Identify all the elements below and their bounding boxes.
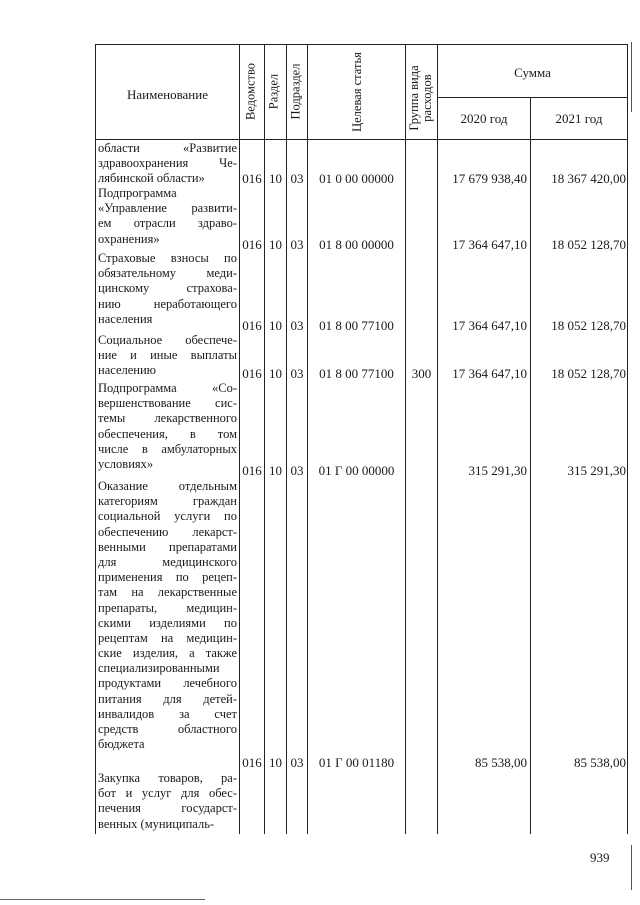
summa-divider <box>437 97 628 98</box>
cell-celevaya: 01 8 00 77100 <box>319 366 394 381</box>
cell-sum-2021: 315 291,30 <box>567 463 626 478</box>
cell-ved: 016 <box>242 463 262 478</box>
header-razdel: Раздел <box>266 73 281 110</box>
cell-razdel: 10 <box>269 366 282 381</box>
col-divider-razdel <box>286 44 287 834</box>
col-divider-podrazdel <box>307 44 308 834</box>
col-divider-gruppa <box>437 44 438 834</box>
cell-sum-2021: 18 052 128,70 <box>551 237 626 252</box>
table-row-name: области «Развитие здравоохранения Че- лябинской области» <box>98 141 237 186</box>
cell-sum-2021: 85 538,00 <box>574 755 626 770</box>
header-name: Наименование <box>127 87 208 102</box>
cell-sum-2020: 85 538,00 <box>475 755 527 770</box>
cell-razdel: 10 <box>269 171 282 186</box>
cell-ved: 016 <box>242 366 262 381</box>
cell-ved: 016 <box>242 237 262 252</box>
cell-celevaya: 01 Г 00 01180 <box>318 755 395 770</box>
cell-podrazdel: 03 <box>290 318 304 333</box>
cell-sum-2020: 17 364 647,10 <box>452 237 527 252</box>
page-number: 939 <box>590 850 610 865</box>
table-left-border <box>95 44 96 834</box>
cell-podrazdel: 03 <box>290 366 304 381</box>
header-celevaya: Целевая статья <box>350 52 364 132</box>
cell-gruppa: 300 <box>411 366 432 381</box>
cell-sum-2020: 17 364 647,10 <box>452 318 527 333</box>
cell-razdel: 10 <box>269 318 282 333</box>
cell-razdel: 10 <box>269 237 282 252</box>
col-divider-celevaya <box>405 44 406 834</box>
cell-celevaya: 01 8 00 77100 <box>319 318 394 333</box>
cell-razdel: 10 <box>269 463 282 478</box>
table-row-name: Страховые взносы по обязательному меди- цинскому страхова- нию неработающего населения <box>98 251 237 326</box>
table-top-border <box>95 44 628 45</box>
cell-sum-2020: 17 364 647,10 <box>452 366 527 381</box>
cell-sum-2020: 315 291,30 <box>468 463 527 478</box>
header-summa: Сумма <box>514 65 551 80</box>
cell-ved: 016 <box>242 755 262 770</box>
table-row-name: Оказание отдельным категориям граждан социальной услуги по обеспечению лекарст- венными препаратами для медицинского применения по рецеп- там на лекарственные препараты, медицин- скими изделиями по рецептам на медицин- ские изделия, а также специализированными продуктами лечебного питания для детей- инвалидов за счет средств областного бюджета <box>98 479 237 752</box>
header-vedomstvo: Ведомство <box>243 62 258 121</box>
cell-sum-2021: 18 052 128,70 <box>551 318 626 333</box>
cell-celevaya: 01 Г 00 00000 <box>318 463 395 478</box>
margin-mark-top <box>631 42 632 112</box>
col-divider-name <box>239 44 240 834</box>
cell-podrazdel: 03 <box>290 463 304 478</box>
header-gruppa: Группа вида расходов <box>407 65 434 131</box>
cell-sum-2021: 18 052 128,70 <box>551 366 626 381</box>
col-divider-ved <box>264 44 265 834</box>
cell-sum-2021: 18 367 420,00 <box>551 171 626 186</box>
table-right-border <box>627 44 628 834</box>
footnote-rule <box>0 899 205 900</box>
cell-sum-2020: 17 679 938,40 <box>452 171 527 186</box>
header-year-2021: 2021 год <box>555 111 603 126</box>
table-row-name: Социальное обеспече- ние и иные выплаты населению <box>98 333 237 378</box>
table-row-name: Подпрограмма «Со- вершенствование сис- темы лекарственного обеспечения, в том числе в амбулаторных условиях» <box>98 381 237 471</box>
cell-ved: 016 <box>242 318 262 333</box>
header-podrazdel: Подраздел <box>288 63 303 120</box>
cell-podrazdel: 03 <box>290 171 304 186</box>
cell-podrazdel: 03 <box>290 755 304 770</box>
margin-mark-bottom <box>631 845 632 890</box>
cell-celevaya: 01 8 00 00000 <box>319 237 394 252</box>
cell-ved: 016 <box>242 171 262 186</box>
header-year-2020: 2020 год <box>460 111 508 126</box>
table-row-name: Подпрограмма «Управление развити- ем отрасли здраво- охранения» <box>98 186 237 246</box>
cell-razdel: 10 <box>269 755 282 770</box>
cell-podrazdel: 03 <box>290 237 304 252</box>
header-bottom-border <box>95 139 628 140</box>
table-row-name: Закупка товаров, ра- бот и услуг для обес- печения государст- венных (муниципаль- <box>98 771 237 831</box>
cell-celevaya: 01 0 00 00000 <box>319 171 394 186</box>
